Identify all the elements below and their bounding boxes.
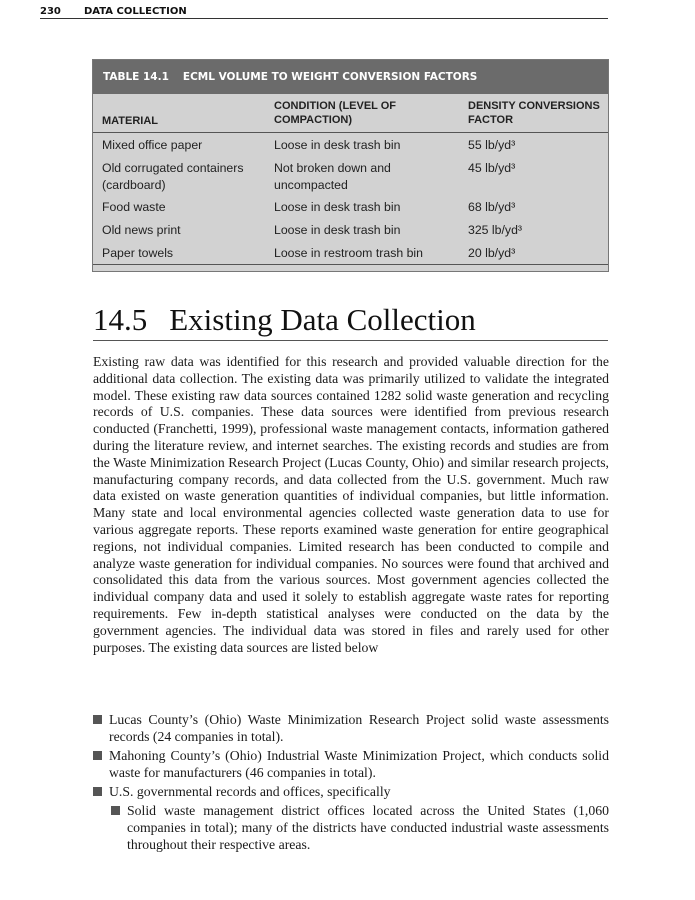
square-bullet-icon [93, 715, 102, 724]
table-body [93, 133, 608, 268]
running-title: DATA COLLECTION [84, 6, 187, 17]
running-header [40, 5, 608, 19]
header-density: DENSITY CONVERSIONS FACTOR [468, 100, 600, 126]
page-number: 230 [40, 6, 61, 17]
cell-condition: Loose in desk trash bin [274, 223, 401, 237]
sub-list-item [111, 802, 609, 853]
list-item-text: U.S. governmental records and offices, specifically [109, 784, 391, 799]
list-item [93, 711, 609, 745]
table-row [93, 199, 608, 222]
table-header-row [93, 94, 608, 133]
table-row [93, 222, 608, 245]
square-bullet-icon [111, 806, 120, 815]
cell-condition: Loose in desk trash bin [274, 200, 401, 214]
conversion-table [92, 59, 609, 272]
cell-material: Mixed office paper [102, 138, 203, 152]
table-number: TABLE 14.1 [103, 71, 169, 83]
section-title: Existing Data Collection [169, 302, 476, 337]
cell-material: Old corrugated containers (cardboard) [102, 161, 244, 192]
section-heading [93, 300, 608, 341]
cell-density: 45 lb/yd³ [468, 161, 516, 175]
cell-density: 20 lb/yd³ [468, 246, 516, 260]
cell-material: Food waste [102, 200, 166, 214]
cell-material: Old news print [102, 223, 181, 237]
cell-condition: Loose in desk trash bin [274, 138, 401, 152]
square-bullet-icon [93, 751, 102, 760]
section-number: 14.5 [93, 302, 148, 337]
list-item-text: Mahoning County’s (Ohio) Industrial Waste Minimization Project, which conducts solid waste for manufacturers (46 companies in total). [109, 748, 609, 780]
table-row [93, 137, 608, 160]
header-material: MATERIAL [102, 115, 159, 127]
body-paragraph: Existing raw data was identified for this research and provided valuable direction for the additional data collection. The existing data was primarily utilized to validate the integrated model. These existing raw data sources contained 1282 solid waste generation and recycling records of U.S. companies. These data sources were identified from previous research conducted (Franchetti, 1999), professional waste management contacts, information gathered during the literature review, and internet searches. The existing records and studies are from the Waste Minimization Research Project (Lucas County, Ohio) and similar research projects, manufacturing company records, and data collected from the U.S. government. Much raw data existed on waste generation quantities of individual companies, but little information. Many state and local environmental agencies collected waste generation data to use for various aggregate reports. These reports examined waste generation for entire geographical regions, not individual companies. Limited research has been conducted to compile and analyze waste generation for individual companies. No sources were found that archived and consolidated this data from the various sources. Most government agencies collected the individual company data and used it solely to establish aggregate waste rates for reporting requirements. Few in-depth statistical analyses were conducted on the data by the government agencies. The individual data was stored in files and rarely used for other purposes. The existing data sources are listed below [93, 354, 609, 655]
cell-condition: Not broken down and uncompacted [274, 161, 391, 192]
cell-density: 68 lb/yd³ [468, 200, 516, 214]
header-condition: CONDITION (LEVEL OF COMPACTION) [274, 100, 397, 126]
square-bullet-icon [93, 787, 102, 796]
cell-density: 325 lb/yd³ [468, 223, 523, 237]
sub-list-item-text: Solid waste management district offices located across the United States (1,060 companies in total); many of the districts have conducted industrial waste assessments throughout their respective areas. [127, 803, 609, 852]
cell-condition: Loose in restroom trash bin [274, 246, 424, 260]
list-item [93, 783, 609, 800]
bullet-list [93, 711, 609, 855]
list-item-text: Lucas County’s (Ohio) Waste Minimization Research Project solid waste assessments records (24 companies in total). [109, 712, 609, 744]
cell-density: 55 lb/yd³ [468, 138, 516, 152]
table-bottom-rule [93, 264, 608, 271]
list-item [93, 747, 609, 781]
cell-material: Paper towels [102, 246, 174, 260]
table-title: ECML VOLUME TO WEIGHT CONVERSION FACTORS [182, 71, 478, 83]
table-row [93, 160, 608, 199]
table-caption [93, 60, 608, 94]
